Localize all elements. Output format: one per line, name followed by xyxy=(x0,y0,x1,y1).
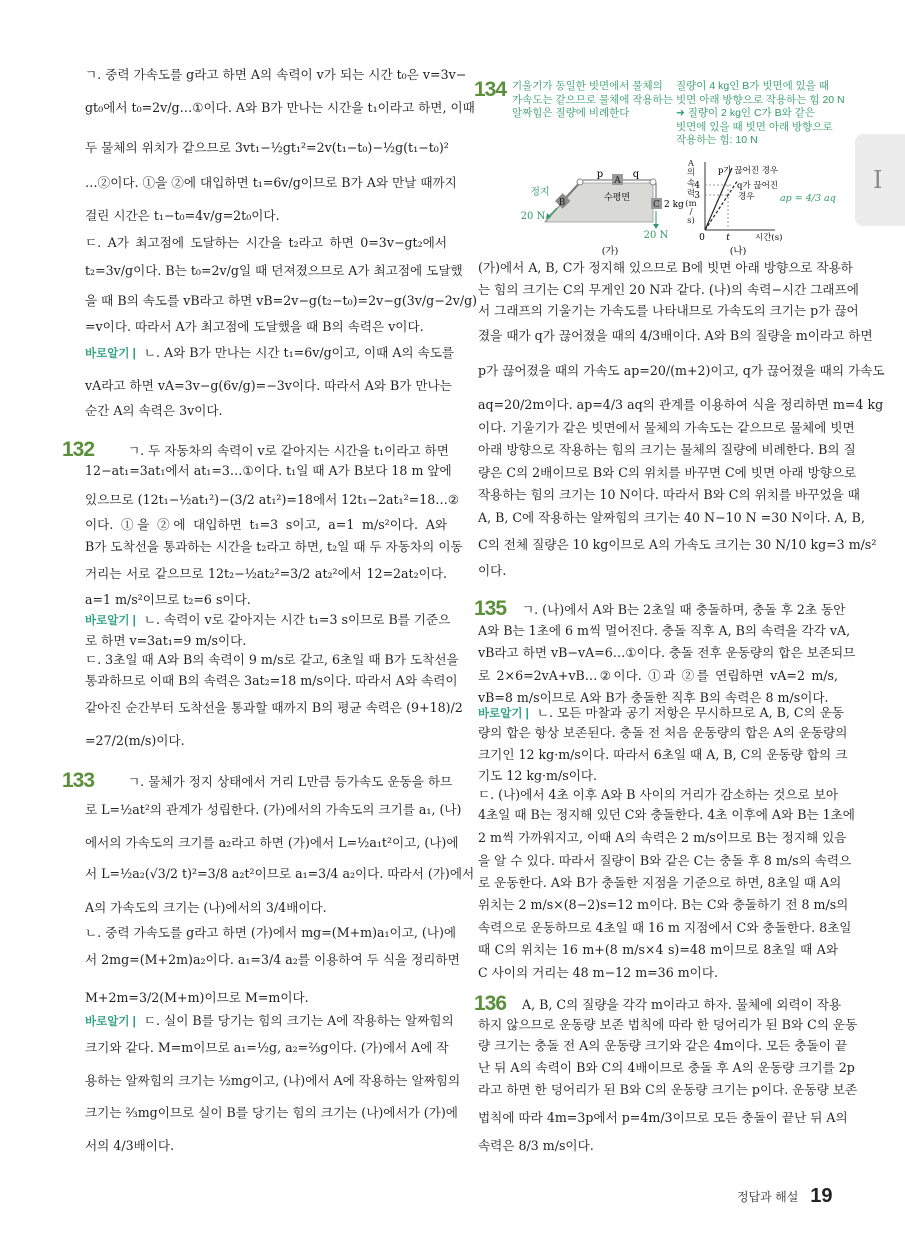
text-line-content: A, B, C의 질량을 각각 m이라고 하자. 물체에 외력이 작용 xyxy=(522,997,842,1012)
hint-line: 빗면 아래 방향으로 작용하는 힘 20 N xyxy=(676,93,845,106)
text-line-content: 량 크기는 충돌 전 A의 운동량 크기와 같은 4m이다. 모든 충돌이 끝 xyxy=(478,1038,848,1053)
text-line-content: C의 전체 질량은 10 kg이므로 A의 가속도 크기는 30 N/10 kg=3 m/s² xyxy=(478,537,877,552)
text-line xyxy=(85,951,460,969)
label-p: p xyxy=(596,169,604,180)
text-line-content: 같아진 순간부터 도착선을 통과할 때까지 B의 평균 속력은 (9+18)/2 xyxy=(85,700,463,715)
text-line-content: ㄷ. (나)에서 4초 이후 A와 B 사이의 거리가 감소하는 것으로 보아 xyxy=(478,787,839,802)
text-line-content: vA라고 하면 vA=3v−g(6v/g)=−3v이다. 따라서 A와 B가 만나는 xyxy=(85,378,452,393)
text-line-content: 통과하므로 이때 B의 속력은 3at₂=18 m/s이다. 따라서 A와 속력이 xyxy=(85,673,458,688)
text-line-content: ㄴ. 속력이 v로 같아지는 시간 t₁=3 s이므로 B를 기준으 xyxy=(143,612,451,627)
correction-tag: 바로알기 | xyxy=(85,615,136,627)
text-line xyxy=(128,442,447,460)
text-line-content: 때 C의 위치는 16 m+(8 m/s×4 s)=48 m이므로 8초일 때 A와 xyxy=(478,942,838,957)
page-footer xyxy=(737,1185,833,1208)
text-line xyxy=(85,989,447,1007)
footer-label: 정답과 해설 xyxy=(737,1190,799,1204)
text-line xyxy=(85,1072,461,1090)
hint-line: ➜ 질량이 2 kg인 C가 B와 같은 xyxy=(676,107,815,120)
text-line-content: ㄷ. 3초일 때 A와 B의 속력이 9 m/s로 같고, 6초일 때 B가 도착선을 xyxy=(85,652,459,667)
text-line xyxy=(478,1059,855,1077)
text-line xyxy=(85,699,463,717)
correction-tag: 바로알기 | xyxy=(478,708,529,720)
figure-na xyxy=(685,159,836,257)
force-b-label: 20 N xyxy=(520,211,546,222)
label-q: q xyxy=(632,169,640,180)
text-line-content: =27/2(m/s)이다. xyxy=(85,733,185,748)
text-line-content: 에서의 가속도의 크기를 a₂라고 하면 (가)에서 L=½a₁t²이고, (나)에 xyxy=(85,835,459,850)
text-line xyxy=(85,651,459,669)
line-q-label: q가 끊어진 xyxy=(737,181,778,191)
line-p-label: p가 끊어진 경우 xyxy=(718,166,779,176)
text-line xyxy=(85,611,451,630)
figure-ga xyxy=(521,169,684,257)
text-line-content: 하지 않으므로 운동량 보존 법칙에 따라 한 덩어리가 된 B와 C의 운동 xyxy=(478,1017,858,1032)
text-line-content: 난 뒤 A의 속력이 B와 C의 4배이므로 충돌 후 A의 운동량 크기를 2p xyxy=(478,1060,855,1075)
caption-ga: (가) xyxy=(601,246,619,257)
text-line-content: 이다. 기울기가 같은 빗면에서 물체의 가속도는 같으므로 물체에 빗면 xyxy=(478,420,855,435)
ylabel-part: s) xyxy=(687,216,695,226)
text-line xyxy=(478,919,852,937)
text-line-content: ㄱ. 물체가 정지 상태에서 거리 L만큼 등가속도 운동을 하므 xyxy=(128,774,453,789)
text-line-content: ㄱ. (나)에서 A와 B는 2초일 때 충돌하며, 충돌 후 2초 동안 xyxy=(522,602,846,617)
text-line xyxy=(85,516,447,534)
arrowhead-icon xyxy=(653,224,659,229)
text-line-content: gt₀에서 t₀=2v/g…①이다. A와 B가 만나는 시간을 t₁이라고 하면, 이때 xyxy=(85,100,475,115)
y-tick-label: 3 xyxy=(694,191,700,201)
text-line xyxy=(85,924,457,942)
hint-line: 알짜힘은 질량에 비례한다 xyxy=(512,107,630,120)
ylabel-part: 의 xyxy=(686,168,696,178)
text-line-content: 있으므로 (12t₁−½at₁²)−(3/2 at₁²)=18에서 12t₁−2at₁²=18…② xyxy=(85,492,460,507)
text-line xyxy=(478,806,855,824)
text-line xyxy=(85,318,447,336)
text-line-content: ㄴ. 중력 가속도를 g라고 하면 (가)에서 mg=(M+m)a₁이고, (나)에 xyxy=(85,925,457,940)
text-line xyxy=(478,302,859,320)
text-line xyxy=(478,622,851,640)
text-line xyxy=(478,746,848,764)
text-line xyxy=(85,632,447,650)
text-line xyxy=(85,344,455,363)
text-line xyxy=(478,852,852,870)
hint-line: 질량이 4 kg인 B가 빗면에 있을 때 xyxy=(676,80,830,92)
text-line xyxy=(478,281,859,299)
text-line-content: 크기인 12 kg·m/s이다. 따라서 6초일 때 A, B, C의 운동량 합의 크 xyxy=(478,747,848,762)
text-line xyxy=(478,964,838,982)
stop-label: 정지 xyxy=(530,187,550,198)
problem-number: 135 xyxy=(474,597,507,620)
text-line-content: t₂=3v/g이다. B는 t₀=2v/g일 때 던져졌으므로 A가 최고점에 도달했 xyxy=(85,263,463,278)
text-line xyxy=(85,1039,447,1057)
relation-label: ap = 4/3 aq xyxy=(780,193,836,204)
text-line xyxy=(85,865,475,883)
text-line xyxy=(478,419,855,437)
text-line-content: 용하는 알짜힘의 크기는 ½mg이고, (나)에서 A에 작용하는 알짜힘의 xyxy=(85,1073,461,1088)
text-line xyxy=(478,941,838,959)
text-line xyxy=(128,773,453,791)
text-line-content: 12−at₁=3at₁에서 at₁=3…①이다. t₁일 때 A가 B보다 18 m 앞에 xyxy=(85,463,452,478)
text-line-content: vB라고 하면 vB−vA=6…①이다. 충돌 전후 운동량의 합은 보존되므 xyxy=(478,645,856,660)
text-line xyxy=(522,996,842,1014)
surface-label: 수평면 xyxy=(603,193,631,203)
text-line-content: A와 B는 1초에 6 m씩 멀어진다. 충돌 직후 A, B의 속력을 각각 vA, xyxy=(478,623,851,638)
text-line-content: 서의 4/3배이다. xyxy=(85,1138,175,1153)
text-line-content: 순간 A의 속력은 3v이다. xyxy=(85,403,223,418)
text-line xyxy=(85,672,458,690)
text-line xyxy=(478,1037,848,1055)
text-line xyxy=(478,1137,838,1155)
page-number: 19 xyxy=(810,1185,833,1207)
text-line xyxy=(478,644,856,662)
text-line-content: C 사이의 거리는 48 m−12 m=36 m이다. xyxy=(478,965,718,980)
y-tick-label: 4 xyxy=(694,181,700,191)
hint-line: 작용하는 힘: 10 N xyxy=(676,134,758,147)
line-q-label: 경우 xyxy=(738,192,755,202)
text-line-content: 2 m씩 가까워지고, 이때 A의 속력은 2 m/s이므로 B는 정지해 있음 xyxy=(478,830,847,845)
text-line-content: 로 하면 v=3at₁=9 m/s이다. xyxy=(85,633,247,648)
text-line xyxy=(85,834,459,852)
text-line-content: 속력으로 운동하므로 4초일 때 16 m 지점에서 C와 충돌한다. 8초일 xyxy=(478,920,852,935)
text-line xyxy=(85,292,478,310)
text-line xyxy=(85,1104,458,1122)
ylabel-part: (m xyxy=(685,199,697,209)
x-tick-label: t xyxy=(726,233,730,243)
origin-label: 0 xyxy=(699,233,705,243)
text-line xyxy=(478,327,873,345)
text-line-content: ㄷ. 실이 B를 당기는 힘의 크기는 A에 작용하는 알짜힘의 xyxy=(143,1013,454,1028)
text-line-content: 는 힘의 크기는 C의 무게인 20 N과 같다. (나)의 속력−시간 그래프에 xyxy=(478,282,859,297)
text-line-content: A, B, C에 작용하는 알짜힘의 크기는 40 N−10 N =30 N이다. A, B, xyxy=(478,510,865,525)
text-line xyxy=(85,801,462,819)
text-line xyxy=(478,704,845,723)
chapter-tab-label: I xyxy=(873,166,883,194)
text-line xyxy=(478,441,856,459)
text-line-content: 량의 합은 항상 보존된다. 충돌 전 처음 운동량의 합은 A의 운동량의 xyxy=(478,725,848,740)
text-line xyxy=(478,509,865,527)
text-line-content: 아래 방향으로 작용하는 힘의 크기는 물체의 질량에 비례한다. B의 질 xyxy=(478,442,856,457)
text-line-content: 졌을 때가 q가 끊어졌을 때의 4/3배이다. A와 B의 질량을 m이라고 하면 xyxy=(478,328,873,343)
mass-c-label: 2 kg xyxy=(664,200,684,210)
text-line xyxy=(478,667,838,685)
problem-number: 136 xyxy=(474,992,507,1015)
text-line-content: 라고 하면 한 덩어리가 된 B와 C의 운동량 크기는 p이다. 운동량 보존 xyxy=(478,1082,858,1097)
text-line xyxy=(478,536,877,554)
figure-134 xyxy=(0,0,900,270)
problem-number: 132 xyxy=(62,438,95,461)
text-line xyxy=(478,786,838,804)
text-line xyxy=(478,362,885,380)
problem-number: 133 xyxy=(62,769,95,792)
text-line-content: A의 가속도의 크기는 (나)에서의 3/4배이다. xyxy=(85,900,327,915)
text-line-content: 로 2×6=2vA+vB…②이다. ①과 ②를 연립하면 vA=2 m/s, xyxy=(478,668,838,683)
text-line xyxy=(85,491,460,509)
text-line-content: 이다. xyxy=(478,563,507,578)
text-line xyxy=(478,259,853,277)
text-line xyxy=(478,1016,858,1034)
text-line-content: a=1 m/s²이므로 t₂=6 s이다. xyxy=(85,592,251,607)
text-line xyxy=(85,1137,447,1155)
force-c-label: 20 N xyxy=(643,230,669,241)
text-line-content: 서 2mg=(M+2m)a₂이다. a₁=3/4 a₂를 이용하여 두 식을 정리하면 xyxy=(85,952,460,967)
text-line-content: 크기와 같다. M=m이므로 a₁=½g, a₂=⅔g이다. (가)에서 A에 작 xyxy=(85,1040,449,1055)
text-line xyxy=(478,896,849,914)
text-line-content: 위치는 2 m/s×(8−2)s=12 m이다. B는 C와 충돌하기 전 8 m/s의 xyxy=(478,897,849,912)
text-line-content: 기도 12 kg·m/s이다. xyxy=(478,768,598,783)
text-line xyxy=(85,402,447,420)
text-line-content: ㄱ. 두 자동차의 속력이 v로 같아지는 시간을 t₁이라고 하면 xyxy=(128,443,449,458)
text-line-content: 걸린 시간은 t₁−t₀=4v/g=2t₀이다. xyxy=(85,208,280,223)
text-line-content: 속력은 8/3 m/s이다. xyxy=(478,1138,594,1153)
text-line-content: 서 L=½a₂(√3/2 t)²=3/8 a₂t²이므로 a₁=3/4 a₂이다. 따라서 (가)에서 xyxy=(85,866,475,881)
text-line-content: aq=20/2m이다. ap=4/3 aq의 관계를 이용하여 식을 정리하면 m=4 kg xyxy=(478,397,884,412)
line-q-cut xyxy=(705,180,738,230)
correction-tag: 바로알기 | xyxy=(85,348,136,360)
text-line-content: 작용하는 힘의 크기는 10 N이다. 따라서 B와 C의 위치를 바꾸었을 때 xyxy=(478,487,860,502)
text-line xyxy=(478,1081,858,1099)
text-line xyxy=(85,899,447,917)
text-line-content: (가)에서 A, B, C가 정지해 있으므로 B에 빗면 아래 방향으로 작용하 xyxy=(478,260,853,275)
text-line xyxy=(522,601,846,619)
text-line-content: ㄷ. A가 최고점에 도달하는 시간을 t₂라고 하면 0=3v−gt₂에서 xyxy=(85,235,447,250)
text-line xyxy=(478,562,838,580)
text-line-content: 을 알 수 있다. 따라서 질량이 B와 같은 C는 충돌 후 8 m/s의 속력으 xyxy=(478,853,852,868)
text-line xyxy=(478,464,857,482)
text-line xyxy=(85,538,463,556)
text-line-content: 로 L=½at²의 관계가 성립한다. (가)에서의 가속도의 크기를 a₁, (나) xyxy=(85,802,462,817)
text-line-content: 서 그래프의 기울기는 가속도를 나타내므로 가속도의 크기는 p가 끊어 xyxy=(478,303,859,318)
text-line-content: 거리는 서로 같으므로 12t₂−½at₂²=3/2 at₂²에서 12=2at₂이다. xyxy=(85,566,447,581)
text-line-content: =v이다. 따라서 A가 최고점에 도달했을 때 B의 속력은 v이다. xyxy=(85,319,424,334)
ylabel-part: A xyxy=(687,159,695,169)
hint-line: 기울기가 동일한 빗면에서 물체의 xyxy=(512,80,663,92)
block-b-label: B xyxy=(558,198,566,208)
text-line xyxy=(478,767,838,785)
ylabel-part: 력 xyxy=(686,189,696,199)
text-line-content: …②이다. ①을 ②에 대입하면 t₁=6v/g이므로 B가 A와 만날 때까지 xyxy=(85,175,457,190)
text-line-content: p가 끊어졌을 때의 가속도 ap=20/(m+2)이고, q가 끊어졌을 때의 가속도 xyxy=(478,363,885,378)
ylabel-part: 속 xyxy=(686,179,696,189)
text-line-content: vB=8 m/s이므로 A와 B가 충돌한 직후 B의 속력은 8 m/s이다. xyxy=(478,690,829,705)
text-line-content: M+2m=3/2(M+m)이므로 M=m이다. xyxy=(85,990,309,1005)
text-line-content: 4초일 때 B는 정지해 있던 C와 충돌한다. 4초 이후에 A와 B는 1초에 xyxy=(478,807,855,822)
text-line xyxy=(85,462,452,480)
hint-line: 빗면에 있을 때 빗면 아래 방향으로 xyxy=(676,120,833,133)
text-line-content: 을 때 B의 속도를 vB라고 하면 vB=2v−g(t₂−t₀)=2v−g(3v/g−2v/g) xyxy=(85,293,478,308)
text-line-content: ㄴ. 모든 마찰과 공기 저항은 무시하므로 A, B, C의 운동 xyxy=(536,705,845,720)
text-line-content: 크기는 ⅔mg이므로 실이 B를 당기는 힘의 크기는 (나)에서가 (가)에 xyxy=(85,1105,458,1120)
problem-number-134: 134 xyxy=(474,78,507,101)
correction-tag: 바로알기 | xyxy=(85,1016,136,1028)
text-line-content: B가 도착선을 통과하는 시간을 t₂라고 하면, t₂일 때 두 자동차의 이동 xyxy=(85,539,463,554)
text-line xyxy=(478,874,842,892)
text-line xyxy=(478,396,884,414)
text-line xyxy=(85,732,447,750)
text-line-content: 이다. ①을 ②에 대입하면 t₁=3 s이고, a=1 m/s²이다. A와 xyxy=(85,517,447,532)
text-line-content: ㄴ. A와 B가 만나는 시간 t₁=6v/g이고, 이때 A의 속도를 xyxy=(143,345,455,360)
hint-line: 가속도는 같으므로 물체에 작용하는 xyxy=(512,93,673,106)
text-line xyxy=(478,486,860,504)
text-line-content: 두 물체의 위치가 같으므로 3vt₁−½gt₁²=2v(t₁−t₀)−½g(t₁−t₀)² xyxy=(85,140,449,155)
text-line xyxy=(85,377,452,395)
text-line-content: 량은 C의 2배이므로 B와 C의 위치를 바꾸면 C에 빗면 아래 방향으로 xyxy=(478,465,857,480)
block-c-label: C xyxy=(653,200,660,210)
text-line-content: 로 운동한다. A와 B가 충돌한 지점을 기준으로 하면, 8초일 때 A의 xyxy=(478,875,842,890)
text-line xyxy=(85,1012,454,1031)
text-line-content: ㄱ. 중력 가속도를 g라고 하면 A의 속력이 v가 되는 시간 t₀은 v=3v− xyxy=(85,67,467,82)
block-a-label: A xyxy=(614,176,621,186)
text-line xyxy=(85,565,447,583)
text-line xyxy=(478,829,847,847)
x-axis-label: 시간(s) xyxy=(755,233,783,243)
caption-na: (나) xyxy=(729,246,747,257)
text-line xyxy=(478,724,848,742)
text-line-content: 법칙에 따라 4m=3p에서 p=4m/3이므로 모든 충돌이 끝난 뒤 A의 xyxy=(478,1110,848,1125)
text-line xyxy=(478,1109,848,1127)
ylabel-part: / xyxy=(689,207,693,217)
text-line xyxy=(85,591,447,609)
